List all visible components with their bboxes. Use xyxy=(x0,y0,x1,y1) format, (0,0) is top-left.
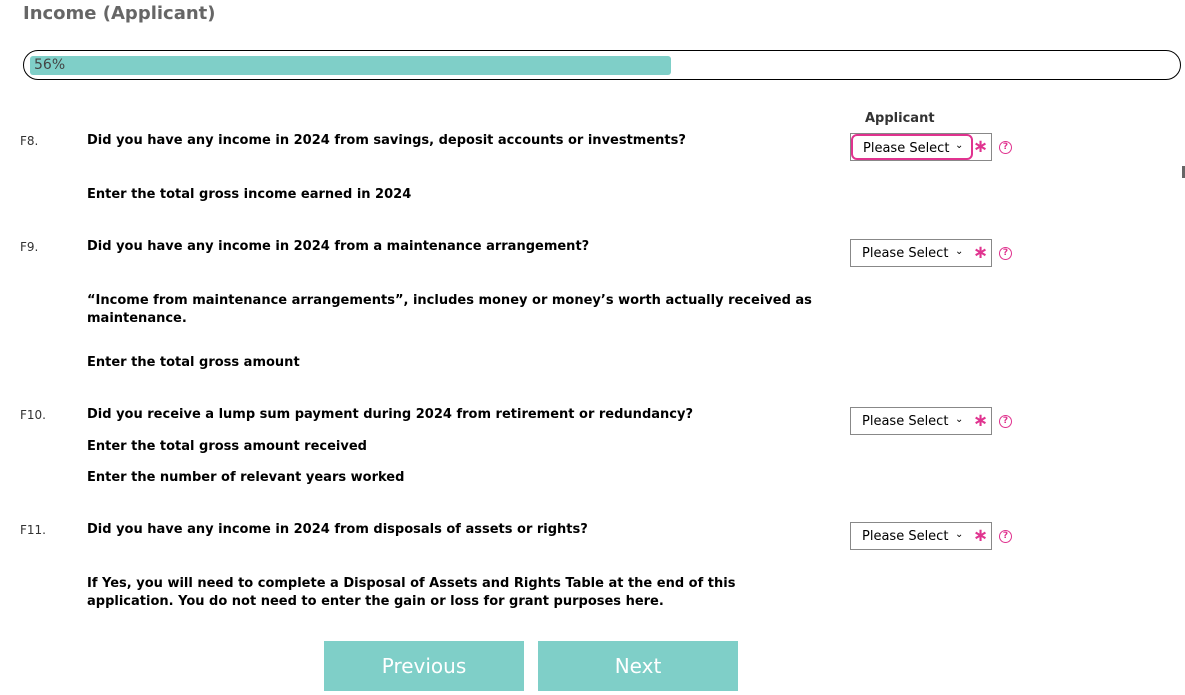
chevron-down-icon: ⌄ xyxy=(955,246,964,257)
f8-select[interactable] xyxy=(850,133,992,161)
help-icon-f10[interactable]: ? xyxy=(999,415,1012,428)
previous-button[interactable]: Previous xyxy=(324,641,524,691)
applicant-column-header: Applicant xyxy=(865,111,935,126)
f10-years-label: Enter the number of relevant years worked xyxy=(87,470,405,485)
question-number-f8: F8. xyxy=(20,134,39,148)
progress-label: 56% xyxy=(34,57,66,73)
chevron-down-icon: ⌄ xyxy=(955,414,964,425)
required-asterisk-icon: ∗ xyxy=(973,525,989,546)
f8-select-value[interactable]: Please Select xyxy=(851,134,973,160)
page-title: Income (Applicant) xyxy=(23,3,216,24)
question-text-f10: Did you receive a lump sum payment during 2024 from retirement or redundancy? xyxy=(87,407,693,422)
question-text-f8: Did you have any income in 2024 from savings, deposit accounts or investments? xyxy=(87,133,686,148)
f11-select-value[interactable]: Please Select xyxy=(862,529,949,544)
question-number-f10: F10. xyxy=(20,408,46,422)
f10-select-value[interactable]: Please Select xyxy=(862,414,949,429)
progress-bar xyxy=(23,50,1181,80)
f9-total-label: Enter the total gross amount xyxy=(87,355,300,370)
question-number-f11: F11. xyxy=(20,523,46,537)
help-icon-f9[interactable]: ? xyxy=(999,247,1012,260)
f11-select[interactable] xyxy=(850,522,992,550)
f9-select-value[interactable]: Please Select xyxy=(862,246,949,261)
chevron-down-icon: ⌄ xyxy=(955,529,964,540)
required-asterisk-icon: ∗ xyxy=(973,410,989,431)
f10-select[interactable] xyxy=(850,407,992,435)
help-icon-f8[interactable]: ? xyxy=(999,141,1012,154)
f9-info-text: “Income from maintenance arrangements”, includes money or money’s worth actually received as maintenance. xyxy=(87,293,812,326)
question-text-f11: Did you have any income in 2024 from disposals of assets or rights? xyxy=(87,522,588,537)
required-asterisk-icon: ∗ xyxy=(973,136,989,157)
question-number-f9: F9. xyxy=(20,240,39,254)
next-button[interactable]: Next xyxy=(538,641,738,691)
required-asterisk-icon: ∗ xyxy=(973,242,989,263)
f8-total-label: Enter the total gross income earned in 2024 xyxy=(87,187,412,202)
chevron-down-icon: ⌄ xyxy=(955,140,964,151)
question-text-f9: Did you have any income in 2024 from a maintenance arrangement? xyxy=(87,239,590,254)
f10-total-label: Enter the total gross amount received xyxy=(87,439,367,454)
f9-select[interactable] xyxy=(850,239,992,267)
help-icon-f11[interactable]: ? xyxy=(999,530,1012,543)
progress-fill xyxy=(30,56,671,75)
f11-info-text: If Yes, you will need to complete a Disposal of Assets and Rights Table at the end of this application. You do not need to enter the gain or loss for grant purposes here. xyxy=(87,576,736,609)
